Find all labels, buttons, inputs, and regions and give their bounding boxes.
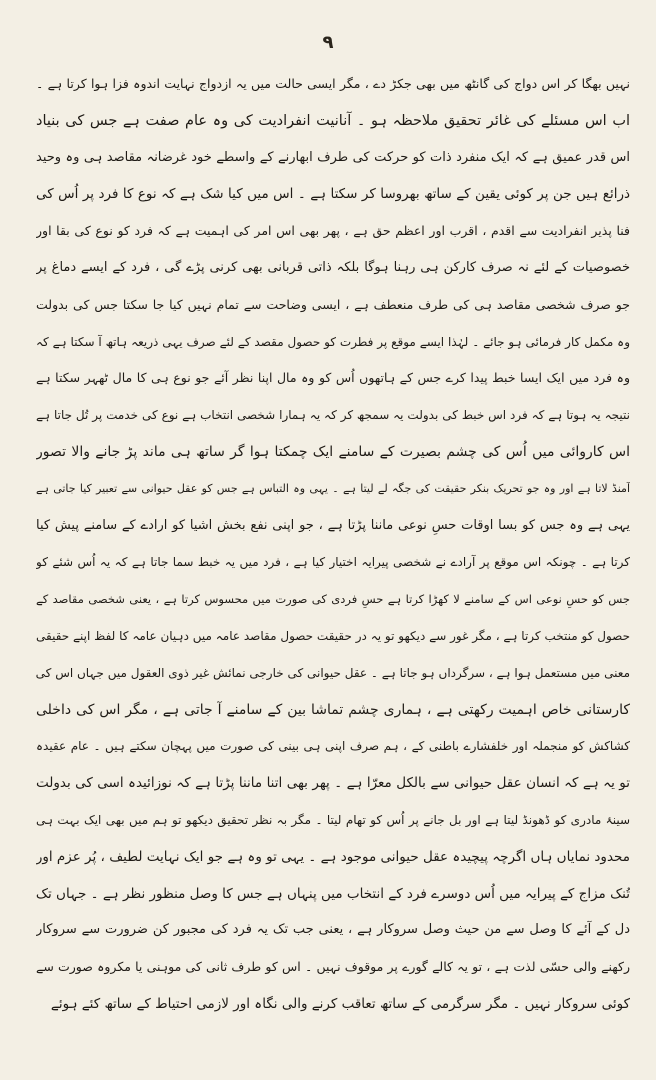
text-line: دل کے آئے کا وصل سے من حیث وصل سروکار ہے ، یعنی جب تک یہ فرد کی مجبور کن ضرورت سے سروکار (36, 922, 630, 938)
text-line: جس کو حسِ نوعی اس کے سامنے لا کھڑا کرتا ہے حسِ فردی کی صورت میں محسوس کرتا ہے ، یعنی شخصی مقاصد کے (36, 592, 630, 607)
text-line: اس قدر عمیق ہے کہ ایک منفرد ذات کو حرکت کی طرف ابھارنے کے واسطے خود غرضانہ مقاصد ہی وہ وحید (36, 149, 630, 165)
text-line: معنی میں مستعمل ہوا ہے ، سرگرداں ہو جاتا ہے ۔ عقل حیوانی کی خارجی نمائش غیر ذوی العقول میں جہاں اس کی (36, 665, 630, 680)
text-line: اس کاروائی میں اُس کی چشم بصیرت کے سامنے ایک چمکتا ہوا گر ساتھ ہی ماند پڑ جانے والا تصور (36, 443, 630, 460)
page-body-text (36, 66, 630, 1023)
text-line: یہی ہے وہ جس کو بسا اوقات حسِ نوعی ماننا پڑتا ہے ، جو اپنی نفع بخش اشیا کو ارادے کے سامنے پیش کیا (36, 517, 630, 533)
text-line: تو یہ ہے کہ انسان عقل حیوانی سے بالکل معرّا ہے ۔ پھر بھی اتنا ماننا پڑتا ہے کہ نوزائیدہ اسی کی بدولت (36, 775, 630, 792)
text-line: خصوصیات کے لئے نہ صرف کارکن ہی رہنا ہوگا بلکہ ذاتی قربانی بھی کرنی پڑے گی ، فرد کے ایسے دماغ پر (36, 259, 630, 275)
text-line: کوئی سروکار نہیں ۔ مگر سرگرمی کے ساتھ تعاقب کرنے والی نگاہ اور لازمی احتیاط کے ساتھ کئے ہوئے (50, 995, 630, 1012)
text-line: فنا پذیر انفرادیت سے اقدم ، اقرب اور اعظم حق ہے ، پھر بھی اس امر کی اہمیت ہے کہ فرد کو نوع کی بقا اور (36, 223, 630, 239)
text-line: حصول کو منتخب کرتا ہے ، مگر غور سے دیکھو تو یہ در حقیقت حصول مقاصد عامہ میں دہیان عامہ کا لفظ اپنے حقیقی (36, 628, 630, 643)
text-line: اب اس مسئلے کی غائر تحقیق ملاحظہ ہو ۔ آنانیت انفرادیت کی وہ عام صفت ہے جس کی بنیاد (36, 112, 630, 129)
text-line: وہ فرد میں ایک ایسا خبط پیدا کرے جس کے ہاتھوں اُس کو وہ مال اپنا نظر آئے جو نوع ہی کا مال ٹھہر سکتا ہے (36, 370, 630, 386)
text-line: جو صرف شخصی مقاصد ہی کی طرف منعطف ہے ، ایسی وضاحت سے تمام نہیں کیا جا سکتا جس کی بدولت (36, 296, 630, 312)
text-line: رکھنے والی حسّی لذت ہے ، تو یہ کالے گورے پر موقوف نہیں ۔ اس کو طرف ثانی کی موہنی یا مکروہ صورت سے (36, 959, 630, 975)
text-line: ذرائع ہیں جن پر کوئی یقین کے ساتھ بھروسا کر سکتا ہے ۔ اس میں کیا شک ہے کہ نوع کا فرد پر اُس کی (36, 186, 630, 203)
text-line: کشاکش کو منجملہ اور خلفشارے باطنی کے ، ہم صرف اپنی ہی بینی کی صورت میں پہچان سکتے ہیں ۔ عام عقیدہ (36, 739, 630, 754)
text-line: نہیں بھگا کر اس دواج کی گانٹھ میں بھی جکڑ دے ، مگر ایسی حالت میں یہ ازدواج نہایت اندوہ فزا ہوا کرتا ہے ۔ (36, 76, 630, 91)
text-line: آمنڈ لاتا ہے اور وہ جو تحریک بنکر حقیقت کی جگہ لے لیتا ہے ۔ یہی وہ التباس ہے جس کو عقل حیوانی سے تعبیر کیا جاتی ہے (36, 481, 630, 495)
text-line: تُنک مزاج کے پیرایہ میں اُس دوسرے فرد کے انتخاب میں پنہاں ہے جس کا وصل منظور نظر ہے ۔ جہاں تک (36, 885, 630, 902)
text-line: نتیجہ یہ ہوتا ہے کہ فرد اس خبط کی بدولت یہ سمجھ کر کہ یہ ہمارا شخصی انتخاب ہے نوع کی خدمت پر تُل جاتا ہے (36, 408, 630, 423)
page-number: ۹ (322, 32, 334, 53)
text-line: وہ مکمل کار فرمائی ہو جائے ۔ لہٰذا ایسے موقع پر فطرت کو حصول مقصد کے لئے صرف یہی ذریعہ ہاتھ آ سکتا ہے کہ (36, 334, 630, 349)
text-line: سینۂ مادری کو ڈھونڈ لیتا ہے اور بل جانے پر اُس کو تھام لیتا ۔ مگر بہ نظر تحقیق دیکھو تو ہم میں بھی ایک بہت ہی (36, 812, 630, 827)
text-line: کرتا ہے ۔ چونکہ اس موقع پر آرادے نے شخصی پیرایہ اختیار کیا ہے ، فرد میں یہ خبط سما جاتا ہے کہ یہ اُس شئے کو (36, 555, 630, 570)
text-line: کارستانی خاص اہمیت رکھتی ہے ، ہماری چشم تماشا بین کے سامنے آ جاتی ہے ، مگر اس کی داخلی (36, 701, 630, 718)
text-line: محدود نمایاں ہاں اگرچہ پیچیدہ عقل حیوانی موجود ہے ۔ یہی تو وہ ہے جو ایک نہایت لطیف ، پُر عزم اور (36, 848, 630, 865)
